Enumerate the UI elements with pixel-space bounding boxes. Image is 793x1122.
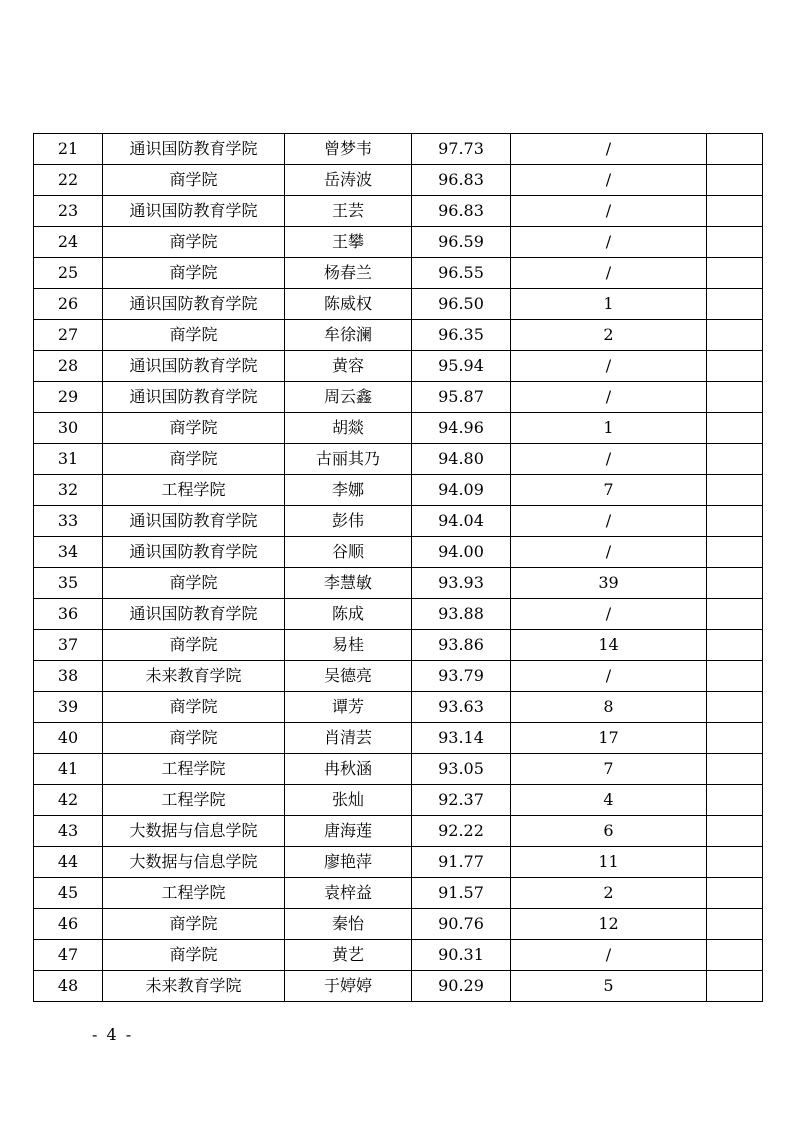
note-cell [707, 630, 763, 661]
table-row [34, 692, 763, 723]
table-row [34, 134, 763, 165]
table-row [34, 940, 763, 971]
rank-cell: 2 [511, 320, 707, 351]
score-cell: 97.73 [412, 134, 511, 165]
rank-cell: / [511, 258, 707, 289]
note-cell [707, 847, 763, 878]
student-name-cell: 唐海莲 [285, 816, 412, 847]
row-index-cell: 43 [34, 816, 103, 847]
student-name-cell: 胡燚 [285, 413, 412, 444]
student-name-cell: 张灿 [285, 785, 412, 816]
row-index-cell: 21 [34, 134, 103, 165]
rank-cell: / [511, 940, 707, 971]
note-cell [707, 289, 763, 320]
college-cell: 工程学院 [103, 878, 285, 909]
college-cell: 通识国防教育学院 [103, 351, 285, 382]
note-cell [707, 754, 763, 785]
score-cell: 94.00 [412, 537, 511, 568]
score-cell: 93.88 [412, 599, 511, 630]
score-cell: 96.59 [412, 227, 511, 258]
rank-cell: / [511, 444, 707, 475]
note-cell [707, 599, 763, 630]
rank-cell: 39 [511, 568, 707, 599]
table-row [34, 599, 763, 630]
college-cell: 工程学院 [103, 785, 285, 816]
college-cell: 通识国防教育学院 [103, 134, 285, 165]
score-cell: 96.50 [412, 289, 511, 320]
note-cell [707, 878, 763, 909]
college-cell: 工程学院 [103, 754, 285, 785]
row-index-cell: 22 [34, 165, 103, 196]
rank-cell: / [511, 196, 707, 227]
college-cell: 工程学院 [103, 475, 285, 506]
note-cell [707, 475, 763, 506]
table-row [34, 165, 763, 196]
table-row [34, 506, 763, 537]
rank-cell: 17 [511, 723, 707, 754]
rank-cell: / [511, 134, 707, 165]
college-cell: 商学院 [103, 413, 285, 444]
score-cell: 92.37 [412, 785, 511, 816]
rank-cell: 6 [511, 816, 707, 847]
college-cell: 通识国防教育学院 [103, 382, 285, 413]
college-cell: 商学院 [103, 258, 285, 289]
college-cell: 商学院 [103, 630, 285, 661]
note-cell [707, 568, 763, 599]
note-cell [707, 723, 763, 754]
student-name-cell: 李娜 [285, 475, 412, 506]
row-index-cell: 31 [34, 444, 103, 475]
score-cell: 91.77 [412, 847, 511, 878]
row-index-cell: 48 [34, 971, 103, 1002]
note-cell [707, 940, 763, 971]
rank-cell: 1 [511, 413, 707, 444]
row-index-cell: 40 [34, 723, 103, 754]
college-cell: 商学院 [103, 909, 285, 940]
table-row [34, 444, 763, 475]
rank-cell: / [511, 382, 707, 413]
score-cell: 95.87 [412, 382, 511, 413]
row-index-cell: 23 [34, 196, 103, 227]
note-cell [707, 382, 763, 413]
score-cell: 90.29 [412, 971, 511, 1002]
student-name-cell: 周云鑫 [285, 382, 412, 413]
score-cell: 94.80 [412, 444, 511, 475]
table-row [34, 289, 763, 320]
row-index-cell: 42 [34, 785, 103, 816]
student-name-cell: 古丽其乃 [285, 444, 412, 475]
score-cell: 90.76 [412, 909, 511, 940]
student-name-cell: 陈威权 [285, 289, 412, 320]
note-cell [707, 196, 763, 227]
rank-cell: 7 [511, 754, 707, 785]
page-number: - 4 - [92, 1025, 134, 1044]
note-cell [707, 165, 763, 196]
student-name-cell: 李慧敏 [285, 568, 412, 599]
score-cell: 94.96 [412, 413, 511, 444]
score-cell: 91.57 [412, 878, 511, 909]
row-index-cell: 44 [34, 847, 103, 878]
note-cell [707, 971, 763, 1002]
college-cell: 大数据与信息学院 [103, 847, 285, 878]
row-index-cell: 27 [34, 320, 103, 351]
college-cell: 通识国防教育学院 [103, 537, 285, 568]
table-row [34, 878, 763, 909]
table-row [34, 754, 763, 785]
row-index-cell: 30 [34, 413, 103, 444]
note-cell [707, 413, 763, 444]
note-cell [707, 661, 763, 692]
note-cell [707, 506, 763, 537]
score-cell: 93.14 [412, 723, 511, 754]
row-index-cell: 35 [34, 568, 103, 599]
table-row [34, 568, 763, 599]
note-cell [707, 227, 763, 258]
college-cell: 通识国防教育学院 [103, 196, 285, 227]
rank-cell: / [511, 351, 707, 382]
student-name-cell: 陈成 [285, 599, 412, 630]
score-cell: 93.05 [412, 754, 511, 785]
score-cell: 93.79 [412, 661, 511, 692]
college-cell: 商学院 [103, 165, 285, 196]
note-cell [707, 444, 763, 475]
score-cell: 93.63 [412, 692, 511, 723]
table-row [34, 351, 763, 382]
college-cell: 通识国防教育学院 [103, 599, 285, 630]
score-cell: 93.93 [412, 568, 511, 599]
table-row [34, 630, 763, 661]
note-cell [707, 816, 763, 847]
table-row [34, 723, 763, 754]
student-name-cell: 牟徐澜 [285, 320, 412, 351]
note-cell [707, 351, 763, 382]
table-row [34, 196, 763, 227]
row-index-cell: 24 [34, 227, 103, 258]
table-row [34, 227, 763, 258]
row-index-cell: 34 [34, 537, 103, 568]
student-name-cell: 曾梦韦 [285, 134, 412, 165]
score-cell: 96.35 [412, 320, 511, 351]
student-name-cell: 易桂 [285, 630, 412, 661]
table-row [34, 537, 763, 568]
student-name-cell: 廖艳萍 [285, 847, 412, 878]
row-index-cell: 41 [34, 754, 103, 785]
rank-cell: / [511, 165, 707, 196]
rank-cell: / [511, 537, 707, 568]
score-cell: 95.94 [412, 351, 511, 382]
table-row [34, 258, 763, 289]
table-row [34, 661, 763, 692]
college-cell: 商学院 [103, 568, 285, 599]
college-cell: 未来教育学院 [103, 971, 285, 1002]
student-name-cell: 冉秋涵 [285, 754, 412, 785]
college-cell: 未来教育学院 [103, 661, 285, 692]
college-cell: 商学院 [103, 227, 285, 258]
student-name-cell: 于婷婷 [285, 971, 412, 1002]
student-name-cell: 吴德亮 [285, 661, 412, 692]
row-index-cell: 36 [34, 599, 103, 630]
table-row [34, 847, 763, 878]
table-row [34, 816, 763, 847]
note-cell [707, 537, 763, 568]
row-index-cell: 45 [34, 878, 103, 909]
score-cell: 94.09 [412, 475, 511, 506]
row-index-cell: 46 [34, 909, 103, 940]
college-cell: 通识国防教育学院 [103, 506, 285, 537]
row-index-cell: 39 [34, 692, 103, 723]
row-index-cell: 28 [34, 351, 103, 382]
row-index-cell: 29 [34, 382, 103, 413]
table-row [34, 475, 763, 506]
student-name-cell: 黄艺 [285, 940, 412, 971]
student-name-cell: 彭伟 [285, 506, 412, 537]
college-cell: 商学院 [103, 940, 285, 971]
rank-cell: 1 [511, 289, 707, 320]
row-index-cell: 38 [34, 661, 103, 692]
results-table [33, 133, 763, 1002]
table-row [34, 785, 763, 816]
college-cell: 商学院 [103, 444, 285, 475]
note-cell [707, 258, 763, 289]
table-row [34, 971, 763, 1002]
note-cell [707, 909, 763, 940]
rank-cell: / [511, 599, 707, 630]
row-index-cell: 37 [34, 630, 103, 661]
student-name-cell: 谭芳 [285, 692, 412, 723]
student-name-cell: 王芸 [285, 196, 412, 227]
score-cell: 96.83 [412, 196, 511, 227]
student-name-cell: 岳涛波 [285, 165, 412, 196]
row-index-cell: 25 [34, 258, 103, 289]
rank-cell: / [511, 227, 707, 258]
rank-cell: 7 [511, 475, 707, 506]
score-cell: 94.04 [412, 506, 511, 537]
student-name-cell: 杨春兰 [285, 258, 412, 289]
college-cell: 商学院 [103, 723, 285, 754]
rank-cell: 4 [511, 785, 707, 816]
row-index-cell: 26 [34, 289, 103, 320]
rank-cell: 12 [511, 909, 707, 940]
table-body [34, 134, 763, 1002]
student-name-cell: 肖清芸 [285, 723, 412, 754]
note-cell [707, 692, 763, 723]
table-row [34, 413, 763, 444]
table-row [34, 320, 763, 351]
note-cell [707, 320, 763, 351]
note-cell [707, 785, 763, 816]
rank-cell: / [511, 506, 707, 537]
score-cell: 96.55 [412, 258, 511, 289]
student-name-cell: 秦怡 [285, 909, 412, 940]
row-index-cell: 33 [34, 506, 103, 537]
table-row [34, 382, 763, 413]
college-cell: 商学院 [103, 320, 285, 351]
college-cell: 大数据与信息学院 [103, 816, 285, 847]
rank-cell: 2 [511, 878, 707, 909]
student-name-cell: 王攀 [285, 227, 412, 258]
score-cell: 90.31 [412, 940, 511, 971]
student-name-cell: 谷顺 [285, 537, 412, 568]
score-cell: 96.83 [412, 165, 511, 196]
row-index-cell: 47 [34, 940, 103, 971]
row-index-cell: 32 [34, 475, 103, 506]
rank-cell: 11 [511, 847, 707, 878]
rank-cell: 14 [511, 630, 707, 661]
student-name-cell: 黄容 [285, 351, 412, 382]
rank-cell: 5 [511, 971, 707, 1002]
student-name-cell: 袁梓益 [285, 878, 412, 909]
table-row [34, 909, 763, 940]
rank-cell: / [511, 661, 707, 692]
college-cell: 通识国防教育学院 [103, 289, 285, 320]
college-cell: 商学院 [103, 692, 285, 723]
score-cell: 93.86 [412, 630, 511, 661]
note-cell [707, 134, 763, 165]
rank-cell: 8 [511, 692, 707, 723]
score-cell: 92.22 [412, 816, 511, 847]
